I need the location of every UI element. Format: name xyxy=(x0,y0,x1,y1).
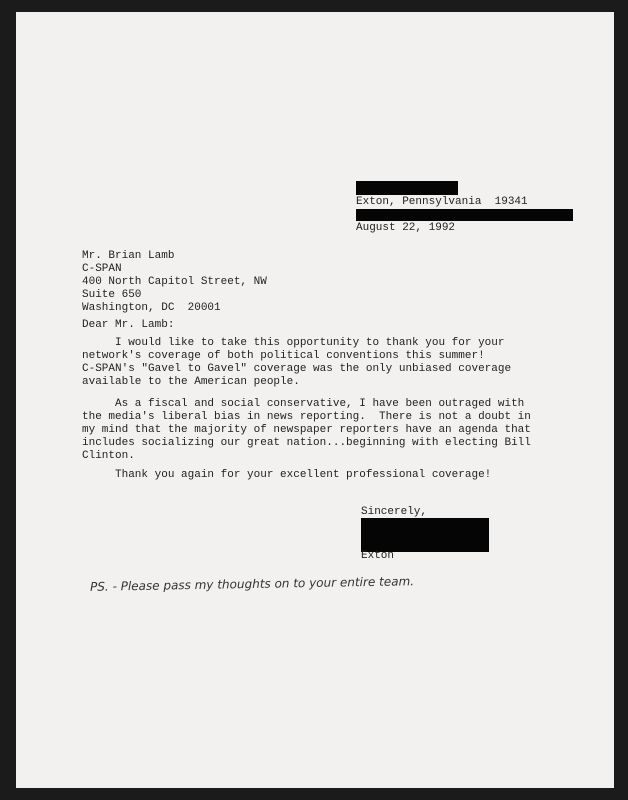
redaction-sender-name xyxy=(356,181,458,195)
redaction-sender-address xyxy=(356,209,573,221)
body-line: network's coverage of both political conventions this summer! xyxy=(82,350,485,362)
letter-page xyxy=(16,12,614,788)
body-line: I would like to take this opportunity to thank you for your xyxy=(82,337,505,349)
body-line: my mind that the majority of newspaper reporters have an agenda that xyxy=(82,424,531,436)
body-line: As a fiscal and social conservative, I have been outraged with xyxy=(82,398,525,410)
salutation: Dear Mr. Lamb: xyxy=(82,319,175,331)
redaction-signature xyxy=(361,518,489,552)
body-paragraph-2 xyxy=(82,398,582,463)
body-line: C-SPAN's "Gavel to Gavel" coverage was the only unbiased coverage xyxy=(82,363,512,375)
recipient-street: 400 North Capitol Street, NW xyxy=(82,276,267,288)
recipient-suite: Suite 650 xyxy=(82,289,142,301)
body-line: available to the American people. xyxy=(82,376,300,388)
body-paragraph-3: Thank you again for your excellent professional coverage! xyxy=(82,469,492,481)
recipient-org: C-SPAN xyxy=(82,263,122,275)
sender-city-line: Exton, Pennsylvania 19341 xyxy=(356,196,528,208)
recipient-name: Mr. Brian Lamb xyxy=(82,250,175,262)
body-paragraph-1 xyxy=(82,337,582,389)
handwritten-postscript: PS. - Please pass my thoughts on to your entire team. xyxy=(89,574,415,594)
letter-date: August 22, 1992 xyxy=(356,222,456,234)
body-line: Clinton. xyxy=(82,450,135,462)
body-line: the media's liberal bias in news reporting. There is not a doubt in xyxy=(82,411,531,423)
closing-sincerely: Sincerely, xyxy=(361,506,428,518)
recipient-city: Washington, DC 20001 xyxy=(82,302,221,314)
body-line: includes socializing our great nation...beginning with electing Bill xyxy=(82,437,531,449)
signature-city: Exton xyxy=(361,550,395,562)
